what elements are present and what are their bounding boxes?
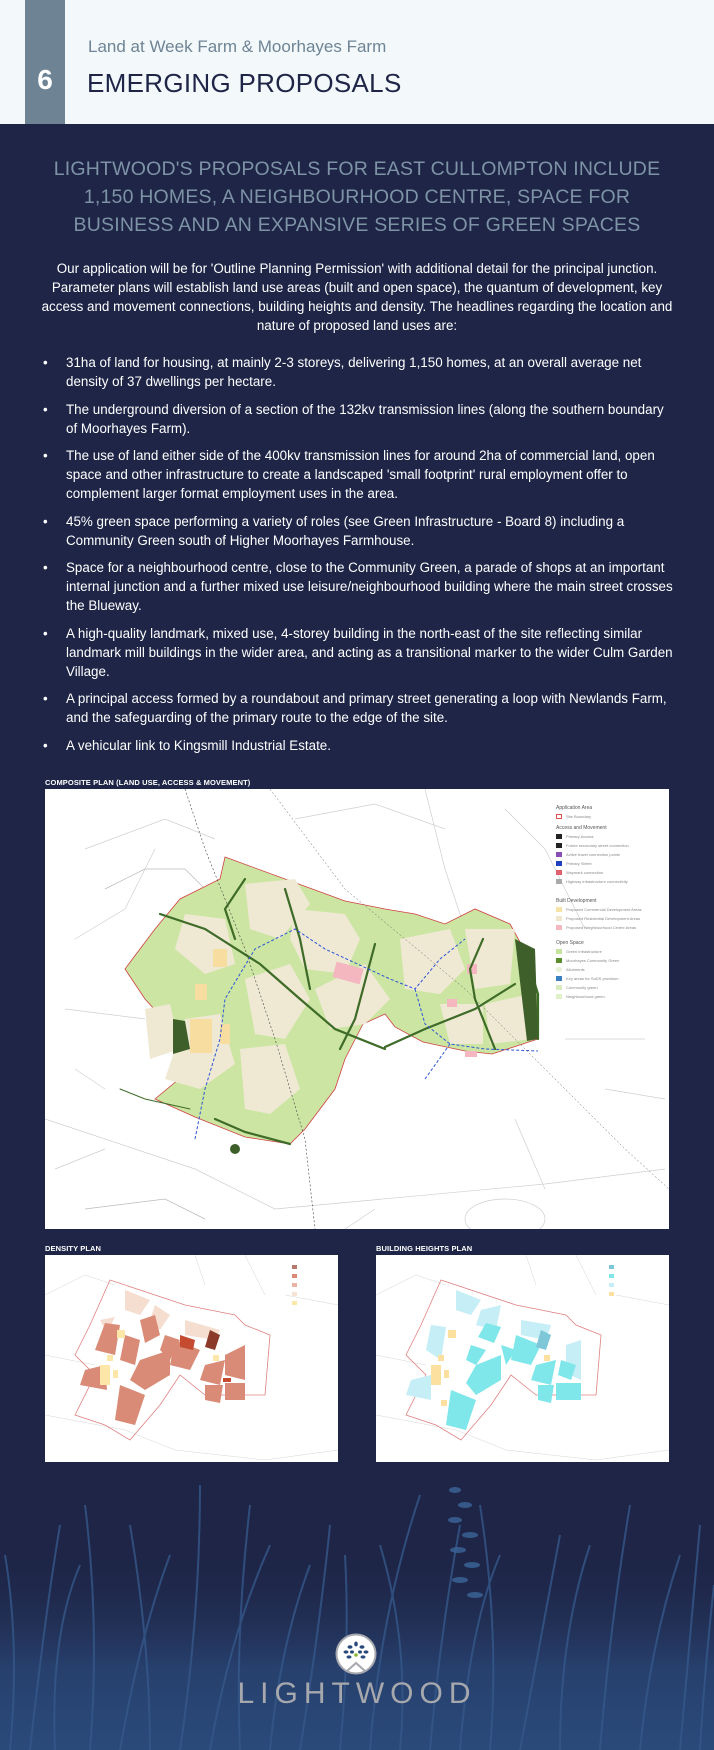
legend-item xyxy=(556,949,664,954)
green-infrastructure-swatch xyxy=(556,949,562,954)
legend-heading: Access and Movement xyxy=(556,825,607,831)
legend-text: Primary Access xyxy=(566,834,594,839)
composite-plan-label: COMPOSITE PLAN (LAND USE, ACCESS & MOVEMENT) xyxy=(45,778,251,787)
legend-text: Active travel connection points xyxy=(566,852,621,857)
neighbourhood-centre-swatch xyxy=(556,925,562,930)
primary-street-swatch xyxy=(556,861,562,866)
allotments-swatch xyxy=(556,967,562,972)
legend-text: Site Boundary xyxy=(566,814,592,819)
bullet-text: A high-quality landmark, mixed use, 4-storey building in the north-east of the site reflecting similar landmark mill buildings in the wider area, and acting as a transitional marker to the wider Culm Garden Village. xyxy=(66,625,673,679)
legend-text: Community green xyxy=(566,985,598,990)
legend-text: Allotments xyxy=(566,967,585,972)
legend-item xyxy=(556,976,664,981)
bullet-icon: • xyxy=(43,691,48,706)
legend-text: Green Infrastructure xyxy=(566,949,602,954)
bullet-icon: • xyxy=(43,401,48,417)
legend-item xyxy=(556,852,664,857)
legend-item xyxy=(556,879,664,884)
intro-paragraph: Our application will be for 'Outline Planning Permission' with additional detail for the principal junction. Parameter plans will establish land use areas (built and open space), the quantum of development, key access and movement connections, building heights and density. The headlines regarding the location and nature of proposed land uses are: xyxy=(41,261,673,333)
legend-item xyxy=(556,861,664,866)
legend-item xyxy=(556,967,664,972)
bullet-text: The use of land either side of the 400kv transmission lines for around 2ha of commercial land, open space and other infrastructure to create a landscaped 'small footprint' rural employment offer to complement larger format employment uses in the area. xyxy=(66,448,655,501)
legend-item xyxy=(556,916,664,921)
legend-text: Proposed Neighbourhood Centre Areas xyxy=(566,925,637,930)
headline: LIGHTWOOD'S PROPOSALS FOR EAST CULLOMPTON INCLUDE 1,150 HOMES, A NEIGHBOURHOOD CENTRE, SPACE FOR BUSINESS AND AN EXPANSIVE SERIES OF GREEN SPACES xyxy=(53,158,661,236)
composite-plan-map[interactable] xyxy=(45,789,669,1229)
page-title: EMERGING PROPOSALS xyxy=(87,68,402,98)
lightwood-wordmark: LIGHTWOOD xyxy=(237,1677,477,1710)
community-green-swatch xyxy=(556,958,562,963)
legend-item xyxy=(556,834,664,839)
legend-heading: Built Development xyxy=(556,898,597,904)
site-subtitle: Land at Week Farm & Moorhayes Farm xyxy=(88,37,387,56)
board-number-bar xyxy=(25,0,65,124)
active-travel-swatch xyxy=(556,852,562,857)
list-item xyxy=(40,689,676,727)
bullet-icon: • xyxy=(43,513,48,529)
bullet-text: 45% green space performing a variety of roles (see Green Infrastructure - Board 8) including a Community Green south of Higher Moorhayes Farmhouse. xyxy=(66,513,625,548)
density-legend-swatch xyxy=(292,1292,297,1296)
density-legend xyxy=(292,1265,297,1310)
composite-legend xyxy=(556,799,664,1003)
list-item xyxy=(40,353,676,391)
list-item xyxy=(40,558,676,615)
primary-access-swatch xyxy=(556,834,562,839)
legend-item xyxy=(556,994,664,999)
heights-legend-swatch xyxy=(609,1265,614,1269)
legend-item xyxy=(556,958,664,963)
legend-item xyxy=(556,907,664,912)
legend-text: Moorhayes Community Green xyxy=(566,958,620,963)
bullet-icon: • xyxy=(43,625,48,641)
legend-text: Future secondary street connection xyxy=(566,843,629,848)
bullet-text: The underground diversion of a section of the 132kv transmission lines (along the southern boundary of Moorhayes Farm). xyxy=(66,401,664,436)
density-legend-swatch xyxy=(292,1265,297,1269)
legend-item xyxy=(556,985,664,990)
legend-item xyxy=(556,870,664,875)
heights-plan-label: BUILDING HEIGHTS PLAN xyxy=(376,1244,473,1253)
legend-text: Proposed Residential Development Areas xyxy=(566,916,641,921)
site-boundary-swatch xyxy=(556,814,562,819)
legend-heading: Application Area xyxy=(556,805,593,811)
list-item xyxy=(40,736,676,755)
heights-legend-swatch xyxy=(609,1283,614,1287)
bullet-icon: • xyxy=(43,737,48,753)
density-legend-swatch xyxy=(292,1301,297,1305)
highway-swatch xyxy=(556,879,562,884)
community-green-small-swatch xyxy=(556,985,562,990)
density-legend-swatch xyxy=(292,1274,297,1278)
list-item xyxy=(40,446,676,503)
suds-swatch xyxy=(556,976,562,981)
legend-text: Key areas for SuDS provision xyxy=(566,976,619,981)
legend-text: Neighbourhood green xyxy=(566,994,605,999)
secondary-street-swatch xyxy=(556,843,562,848)
bullet-icon: • xyxy=(43,560,48,575)
legend-text: Proposed Commercial Development Areas xyxy=(566,907,642,912)
list-item xyxy=(40,512,676,550)
bullet-text: A vehicular link to Kingsmill Industrial Estate. xyxy=(66,737,331,753)
commercial-swatch xyxy=(556,907,562,912)
density-plan-label: DENSITY PLAN xyxy=(45,1244,102,1253)
residential-swatch xyxy=(556,916,562,921)
board-header xyxy=(0,0,714,124)
bullet-text: Space for a neighbourhood centre, close to the Community Green, a parade of shops at an important internal junction and a further mixed use leisure/neighbourhood building where the main street crosses the Blueway. xyxy=(66,560,673,613)
heights-legend xyxy=(609,1265,614,1301)
bullet-text: A principal access formed by a roundabout and primary street generating a loop with Newlands Farm, and the safeguarding of the primary route to the edge of the site. xyxy=(66,691,667,725)
density-plan-map[interactable] xyxy=(45,1255,338,1462)
lightwood-logo-icon xyxy=(335,1633,377,1675)
proposal-bullet-list xyxy=(40,353,676,763)
board-number: 6 xyxy=(37,64,53,95)
bullet-icon: • xyxy=(43,448,48,463)
bullet-text: 31ha of land for housing, at mainly 2-3 storeys, delivering 1,150 homes, at an overall average net density of 37 dwellings per hectare. xyxy=(66,355,642,389)
legend-text: Highway infrastructure connectivity xyxy=(566,879,628,884)
list-item xyxy=(40,624,676,681)
list-item xyxy=(40,400,676,438)
legend-heading: Open Space xyxy=(556,940,584,946)
bullet-icon: • xyxy=(43,355,48,370)
waymark-swatch xyxy=(556,870,562,875)
legend-item xyxy=(556,843,664,848)
legend-text: Primary Street xyxy=(566,861,592,866)
heights-map-graphic xyxy=(376,1255,669,1462)
heights-plan-map[interactable] xyxy=(376,1255,669,1462)
density-legend-swatch xyxy=(292,1283,297,1287)
legend-item xyxy=(556,814,664,819)
legend-text: Waymark connection xyxy=(566,870,604,875)
neighbourhood-green-swatch xyxy=(556,994,562,999)
heights-legend-swatch xyxy=(609,1292,614,1296)
heights-legend-swatch xyxy=(609,1274,614,1278)
legend-item xyxy=(556,925,664,930)
